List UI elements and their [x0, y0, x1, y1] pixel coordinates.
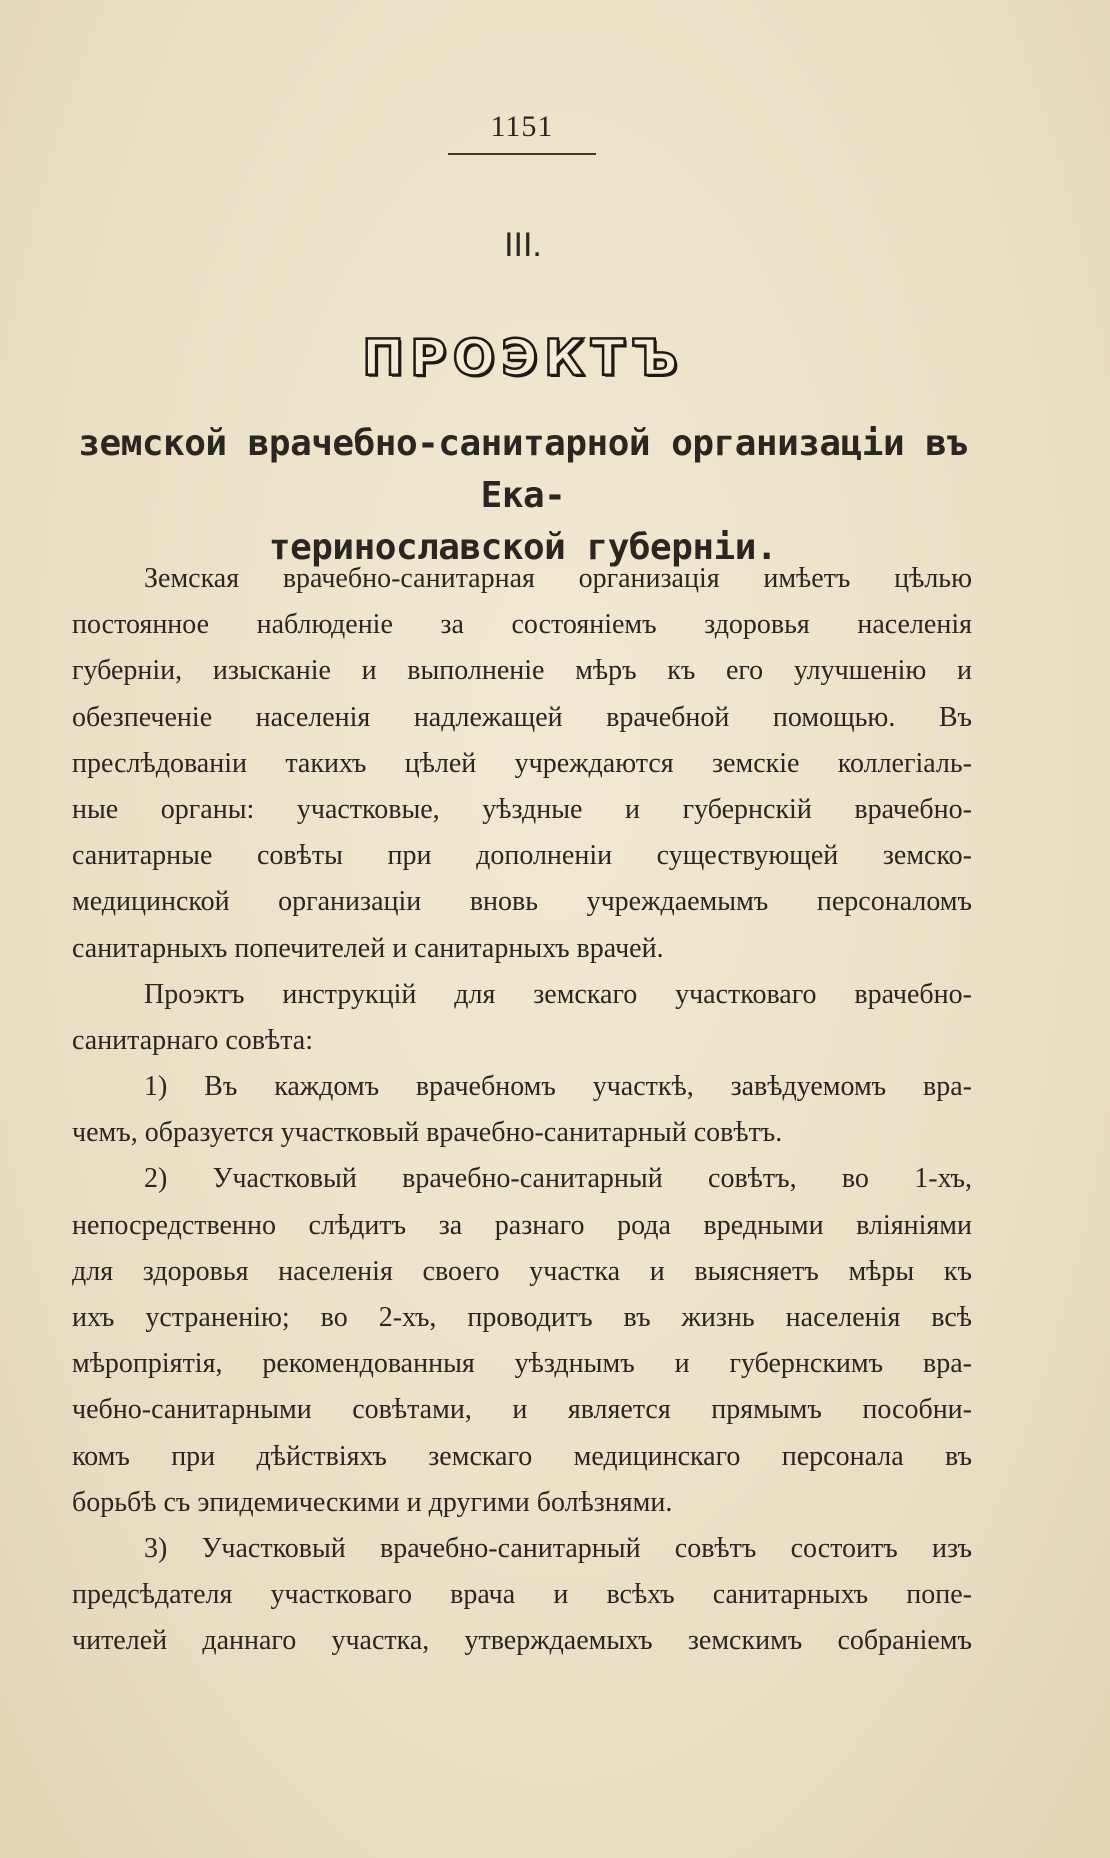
text-line: Проэктъ инструкцій для земскаго участковаго врачебно- — [144, 978, 972, 1010]
subtitle-line: теринославской губерніи. — [268, 527, 778, 568]
text-line: непосредственно слѣдитъ за разнаго рода вредными вліяніями — [72, 1209, 972, 1241]
text-line: санитарные совѣты при дополненіи существующей земско- — [72, 840, 972, 872]
text-line: предсѣдателя участковаго врача и всѣхъ санитарныхъ попе- — [72, 1579, 972, 1611]
text-line: чемъ, образуется участковый врачебно-санитарный совѣтъ. — [72, 1117, 783, 1149]
text-line: медицинской организаціи вновь учреждаемымъ персоналомъ — [72, 886, 972, 918]
text-line: санитарныхъ попечителей и санитарныхъ врачей. — [72, 932, 664, 964]
text-line: борьбѣ съ эпидемическими и другими болѣзнями. — [72, 1486, 673, 1518]
text-line: чителей даннаго участка, утверждаемыхъ земскимъ собраніемъ — [72, 1625, 972, 1657]
text-line: санитарнаго совѣта: — [72, 1024, 314, 1056]
body-text — [72, 556, 972, 1665]
text-line: ихъ устраненію; во 2-хъ, проводитъ въ жизнь населенія всѣ — [72, 1302, 972, 1333]
text-line: 1) Въ каждомъ врачебномъ участкѣ, завѣдуемомъ вра- — [144, 1071, 972, 1103]
page-number-rule — [448, 153, 596, 155]
text-line: комъ при дѣйствіяхъ земскаго медицинскаго персонала въ — [72, 1440, 972, 1472]
subtitle-line: земской врачебно-санитарной организаціи въ Ека- — [78, 423, 968, 516]
text-line: для здоровья населенія своего участка и выясняетъ мѣры къ — [72, 1255, 972, 1287]
text-line: 2) Участковый врачебно-санитарный совѣтъ, во 1-хъ, — [144, 1163, 972, 1195]
text-line: постоянное наблюденіе за состояніемъ здоровья населенія — [72, 609, 972, 641]
document-title: ПРОЭКТЪ — [362, 329, 684, 387]
text-line: мѣропріятія, рекомендованныя уѣзднымъ и губернскимъ вра- — [72, 1348, 972, 1380]
text-line: Земская врачебно-санитарная организація имѣетъ цѣлью — [144, 563, 972, 594]
text-line: губерніи, изысканіе и выполненіе мѣръ къ его улучшенію и — [72, 655, 972, 687]
text-line: чебно-санитарными совѣтами, и является прямымъ пособни- — [72, 1394, 972, 1426]
document-subtitle — [70, 418, 976, 574]
text-line: преслѣдованіи такихъ цѣлей учреждаются земскіе коллегіаль- — [72, 747, 972, 779]
text-line: 3) Участковый врачебно-санитарный совѣтъ состоитъ изъ — [144, 1532, 972, 1564]
page-number: 1151 — [490, 110, 554, 143]
section-numeral: III. — [504, 226, 542, 264]
text-line: обезпеченіе населенія надлежащей врачебной помощью. Въ — [72, 701, 972, 733]
text-line: ные органы: участковые, уѣздные и губернскій врачебно- — [72, 793, 972, 825]
